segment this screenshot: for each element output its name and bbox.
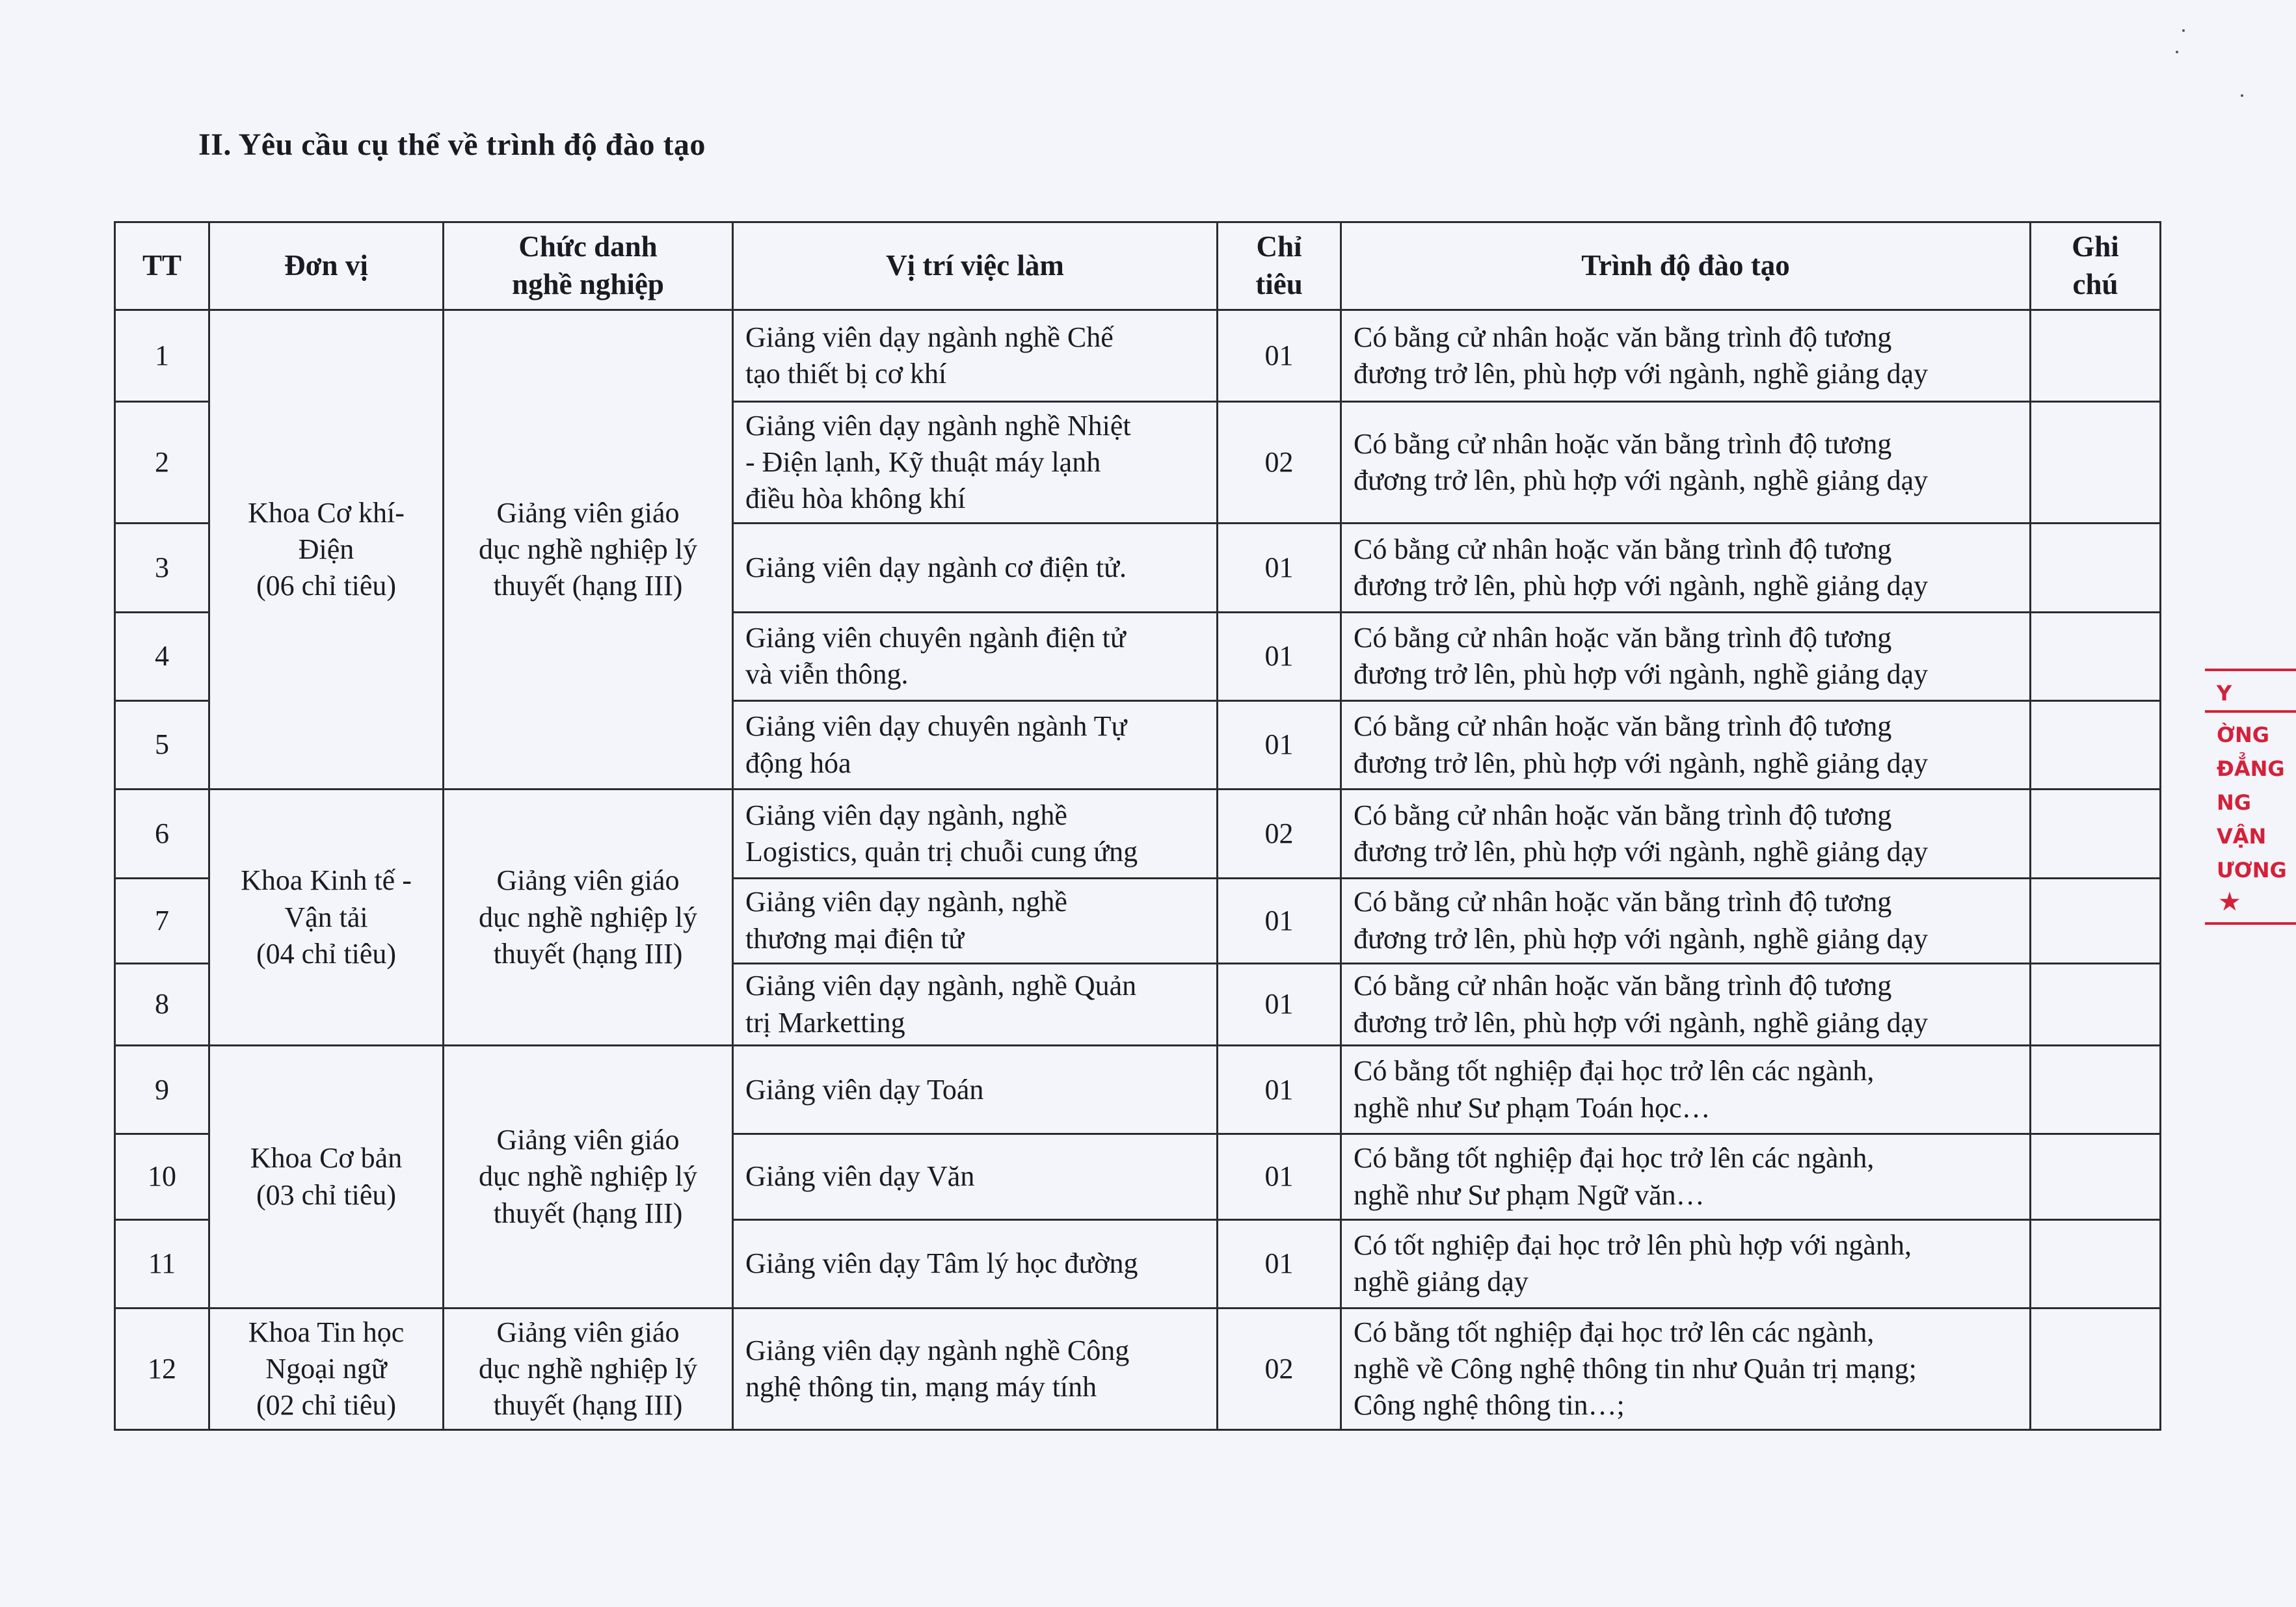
position-cell: Giảng viên dạy ngành cơ điện tử. (733, 524, 1218, 612)
row-number: 10 (115, 1134, 209, 1219)
table-row (115, 790, 2161, 878)
row-number: 5 (115, 700, 209, 789)
note-cell (2031, 790, 2161, 878)
note-cell (2031, 1219, 2161, 1308)
row-number: 3 (115, 524, 209, 612)
note-cell (2031, 1046, 2161, 1134)
quota-cell: 01 (1218, 700, 1341, 789)
row-number: 12 (115, 1308, 209, 1430)
unit-cell: Khoa Cơ bản (03 chỉ tiêu) (209, 1046, 444, 1308)
position-cell: Giảng viên dạy Toán (733, 1046, 1218, 1134)
table-row (115, 1308, 2161, 1430)
note-cell (2031, 402, 2161, 524)
qualification-cell: Có bằng cử nhân hoặc văn bằng trình độ tương đương trở lên, phù hợp với ngành, nghề giảng dạy (1341, 790, 2031, 878)
quota-cell: 02 (1218, 790, 1341, 878)
job-title-cell: Giảng viên giáo dục nghề nghiệp lý thuyết (hạng III) (444, 1308, 733, 1430)
row-number: 4 (115, 612, 209, 700)
quota-cell: 01 (1218, 524, 1341, 612)
header-unit: Đơn vị (209, 222, 444, 310)
row-number: 8 (115, 963, 209, 1045)
note-cell (2031, 963, 2161, 1045)
page-title: II. Yêu cầu cụ thể về trình độ đào tạo (198, 127, 706, 162)
qualification-cell: Có bằng cử nhân hoặc văn bằng trình độ tương đương trở lên, phù hợp với ngành, nghề giảng dạy (1341, 310, 2031, 402)
job-title-cell: Giảng viên giáo dục nghề nghiệp lý thuyết (hạng III) (444, 310, 733, 790)
header-job-title: Chức danh nghề nghiệp (444, 222, 733, 310)
position-cell: Giảng viên dạy ngành nghề Chế tạo thiết bị cơ khí (733, 310, 1218, 402)
header-row (115, 222, 2161, 310)
row-number: 2 (115, 402, 209, 524)
row-number: 1 (115, 310, 209, 402)
qualification-table (114, 221, 2161, 1431)
unit-cell: Khoa Kinh tế - Vận tải (04 chỉ tiêu) (209, 790, 444, 1046)
qualification-cell: Có bằng cử nhân hoặc văn bằng trình độ tương đương trở lên, phù hợp với ngành, nghề giảng dạy (1341, 402, 2031, 524)
job-title-cell: Giảng viên giáo dục nghề nghiệp lý thuyết (hạng III) (444, 790, 733, 1046)
qualification-cell: Có bằng tốt nghiệp đại học trở lên các ngành, nghề về Công nghệ thông tin như Quản trị mạng; Công nghệ thông tin…; (1341, 1308, 2031, 1430)
quota-cell: 01 (1218, 1219, 1341, 1308)
unit-cell: Khoa Cơ khí- Điện (06 chỉ tiêu) (209, 310, 444, 790)
scan-speck (2176, 51, 2178, 53)
quota-cell: 02 (1218, 1308, 1341, 1430)
note-cell (2031, 1134, 2161, 1219)
qualification-cell: Có bằng cử nhân hoặc văn bằng trình độ tương đương trở lên, phù hợp với ngành, nghề giảng dạy (1341, 700, 2031, 789)
header-position: Vị trí việc làm (733, 222, 1218, 310)
quota-cell: 01 (1218, 963, 1341, 1045)
header-quota: Chỉ tiêu (1218, 222, 1341, 310)
star-icon: ★ (2218, 887, 2241, 917)
red-seal-stamp: Y ỜNG ĐẲNG NG VẬN ƯƠNG ★ (2205, 663, 2276, 936)
row-number: 9 (115, 1046, 209, 1134)
note-cell (2031, 878, 2161, 963)
header-tt: TT (115, 222, 209, 310)
qualification-cell: Có bằng cử nhân hoặc văn bằng trình độ tương đương trở lên, phù hợp với ngành, nghề giảng dạy (1341, 963, 2031, 1045)
table-row (115, 1046, 2161, 1134)
job-title-cell: Giảng viên giáo dục nghề nghiệp lý thuyết (hạng III) (444, 1046, 733, 1308)
qualification-cell: Có bằng tốt nghiệp đại học trở lên các ngành, nghề như Sư phạm Ngữ văn… (1341, 1134, 2031, 1219)
note-cell (2031, 1308, 2161, 1430)
note-cell (2031, 612, 2161, 700)
scan-speck (2241, 94, 2243, 97)
unit-cell: Khoa Tin học Ngoại ngữ (02 chỉ tiêu) (209, 1308, 444, 1430)
note-cell (2031, 524, 2161, 612)
position-cell: Giảng viên dạy Tâm lý học đường (733, 1219, 1218, 1308)
quota-cell: 02 (1218, 402, 1341, 524)
row-number: 11 (115, 1219, 209, 1308)
position-cell: Giảng viên dạy ngành, nghề thương mại điện tử (733, 878, 1218, 963)
table-row (115, 310, 2161, 402)
position-cell: Giảng viên dạy ngành, nghề Logistics, quản trị chuỗi cung ứng (733, 790, 1218, 878)
qualification-cell: Có tốt nghiệp đại học trở lên phù hợp với ngành, nghề giảng dạy (1341, 1219, 2031, 1308)
row-number: 7 (115, 878, 209, 963)
note-cell (2031, 700, 2161, 789)
scan-speck (2182, 29, 2185, 32)
qualification-cell: Có bằng tốt nghiệp đại học trở lên các ngành, nghề như Sư phạm Toán học… (1341, 1046, 2031, 1134)
position-cell: Giảng viên dạy ngành, nghề Quản trị Marketting (733, 963, 1218, 1045)
qualification-cell: Có bằng cử nhân hoặc văn bằng trình độ tương đương trở lên, phù hợp với ngành, nghề giảng dạy (1341, 612, 2031, 700)
note-cell (2031, 310, 2161, 402)
quota-cell: 01 (1218, 1046, 1341, 1134)
quota-cell: 01 (1218, 1134, 1341, 1219)
qualification-cell: Có bằng cử nhân hoặc văn bằng trình độ tương đương trở lên, phù hợp với ngành, nghề giảng dạy (1341, 524, 2031, 612)
quota-cell: 01 (1218, 612, 1341, 700)
position-cell: Giảng viên dạy ngành nghề Nhiệt - Điện lạnh, Kỹ thuật máy lạnh điều hòa không khí (733, 402, 1218, 524)
row-number: 6 (115, 790, 209, 878)
position-cell: Giảng viên chuyên ngành điện tử và viễn thông. (733, 612, 1218, 700)
position-cell: Giảng viên dạy ngành nghề Công nghệ thông tin, mạng máy tính (733, 1308, 1218, 1430)
position-cell: Giảng viên dạy chuyên ngành Tự động hóa (733, 700, 1218, 789)
quota-cell: 01 (1218, 310, 1341, 402)
position-cell: Giảng viên dạy Văn (733, 1134, 1218, 1219)
header-note: Ghi chú (2031, 222, 2161, 310)
qualification-cell: Có bằng cử nhân hoặc văn bằng trình độ tương đương trở lên, phù hợp với ngành, nghề giảng dạy (1341, 878, 2031, 963)
quota-cell: 01 (1218, 878, 1341, 963)
header-qualification: Trình độ đào tạo (1341, 222, 2031, 310)
